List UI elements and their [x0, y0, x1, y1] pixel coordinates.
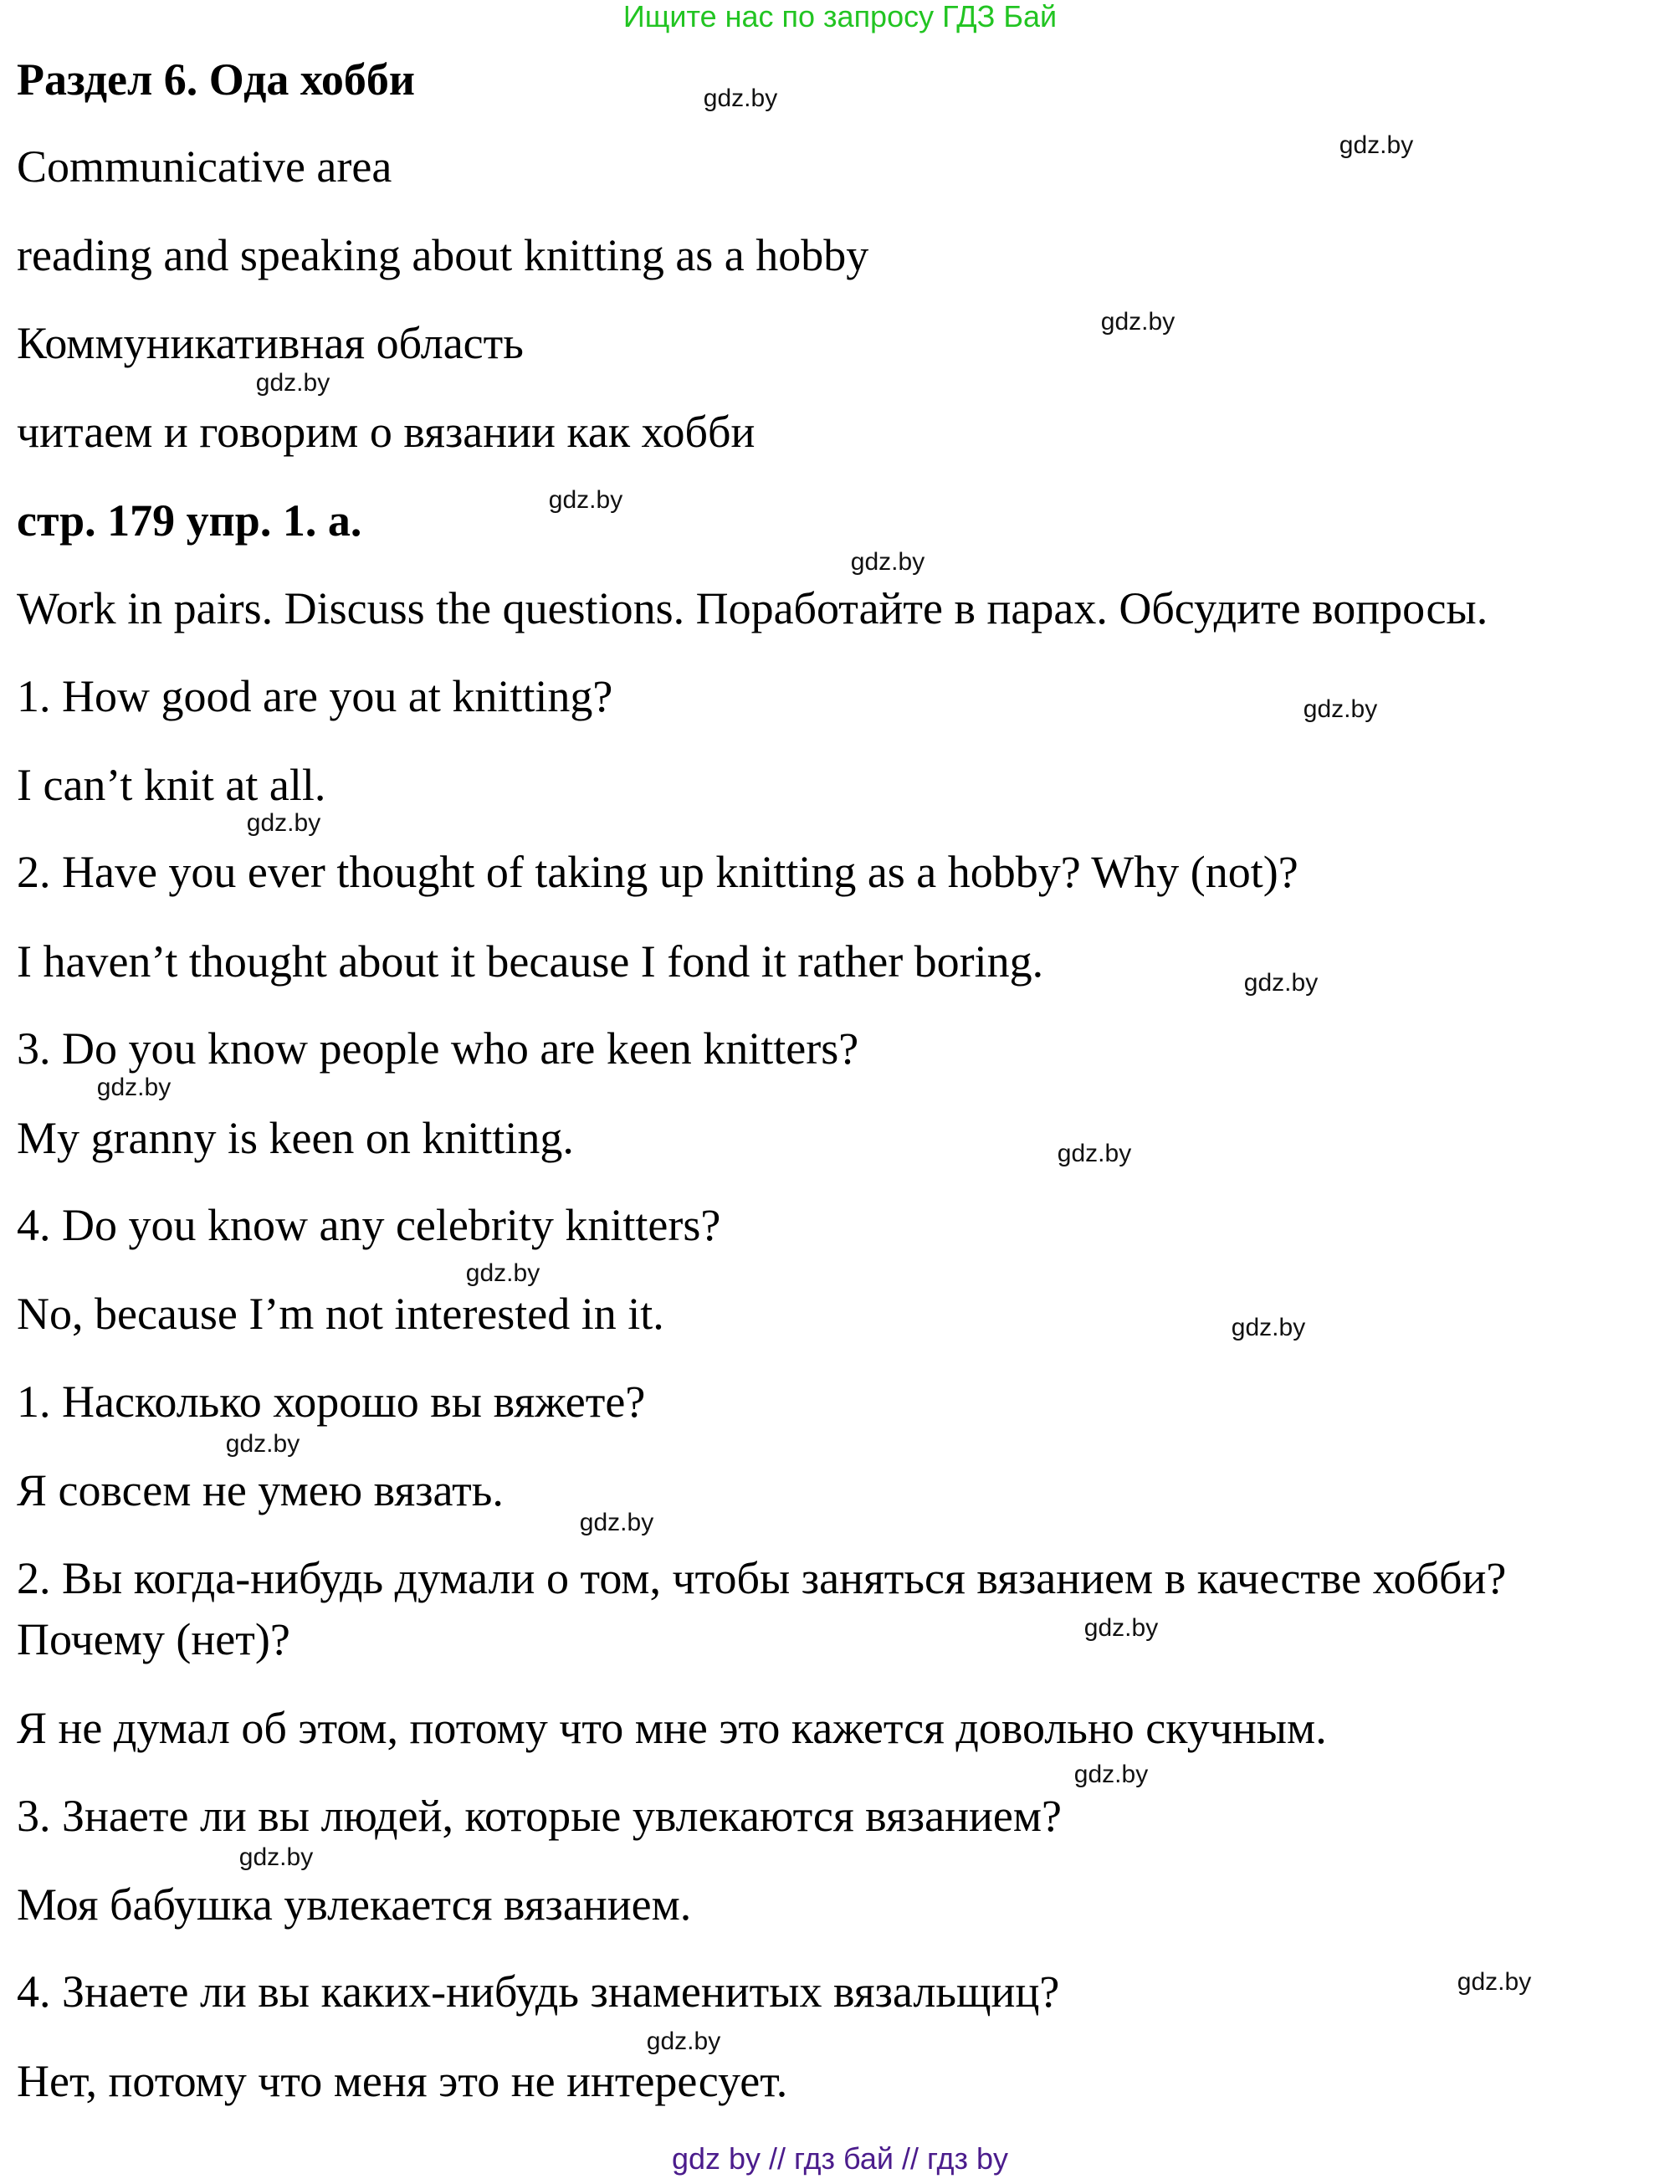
watermark: gdz.by — [465, 1259, 540, 1287]
watermark: gdz.by — [1100, 308, 1175, 336]
text-line: Коммуникативная область — [17, 318, 524, 368]
text-line: Я не думал об этом, потому что мне это кажется довольно скучным. — [17, 1703, 1327, 1753]
text-line: 4. Знаете ли вы каких-нибудь знаменитых вязальщиц? — [17, 1966, 1060, 2017]
section-title: Раздел 6. Ода хобби — [17, 54, 415, 105]
watermark: gdz.by — [1243, 969, 1319, 997]
watermark: gdz.by — [238, 1843, 314, 1871]
watermark: gdz.by — [225, 1430, 300, 1458]
watermark: gdz.by — [548, 486, 623, 514]
text-line: 3. Do you know people who are keen knitters? — [17, 1023, 859, 1074]
text-line: 3. Знаете ли вы людей, которые увлекаются вязанием? — [17, 1791, 1062, 1841]
watermark: gdz.by — [246, 809, 321, 837]
watermark: gdz.by — [1057, 1140, 1132, 1167]
watermark: gdz.by — [255, 369, 330, 397]
text-line: Я совсем не умею вязать. — [17, 1465, 504, 1515]
watermark: gdz.by — [1303, 695, 1378, 723]
text-line: 2. Have you ever thought of taking up knitting as a hobby? Why (not)? — [17, 847, 1298, 897]
text-line: читаем и говорим о вязании как хобби — [17, 407, 755, 457]
text-line: No, because I’m not interested in it. — [17, 1289, 664, 1339]
watermark: gdz.by — [1083, 1614, 1159, 1642]
text-line: 1. How good are you at knitting? — [17, 671, 613, 721]
watermark: gdz.by — [579, 1509, 654, 1536]
text-line: 2. Вы когда-нибудь думали о том, чтобы заняться вязанием в качестве хобби? — [17, 1553, 1507, 1603]
watermark: gdz.by — [1457, 1968, 1532, 1996]
watermark: gdz.by — [646, 2028, 721, 2055]
text-line: Нет, потому что меня это не интересует. — [17, 2056, 788, 2106]
watermark: gdz.by — [703, 85, 778, 112]
exercise-heading: стр. 179 упр. 1. а. — [17, 495, 362, 546]
watermark: gdz.by — [850, 548, 925, 576]
text-line: Почему (нет)? — [17, 1614, 290, 1664]
text-line: My granny is keen on knitting. — [17, 1113, 574, 1163]
watermark: gdz.by — [96, 1074, 172, 1101]
text-line: I haven’t thought about it because I fond it rather boring. — [17, 936, 1044, 987]
text-line: reading and speaking about knitting as a hobby — [17, 230, 869, 280]
watermark: gdz.by — [1339, 131, 1414, 159]
text-line: Communicative area — [17, 141, 392, 192]
text-line: 1. Насколько хорошо вы вяжете? — [17, 1377, 646, 1427]
watermark: gdz.by — [1231, 1314, 1306, 1341]
text-line: 4. Do you know any celebrity knitters? — [17, 1200, 721, 1250]
text-line: Work in pairs. Discuss the questions. Поработайте в парах. Обсудите вопросы. — [17, 583, 1488, 633]
text-line: Моя бабушка увлекается вязанием. — [17, 1879, 692, 1930]
text-line: I can’t knit at all. — [17, 760, 326, 810]
footer-links: gdz by // гдз бай // гдз by — [671, 2141, 1009, 2176]
watermark: gdz.by — [1073, 1761, 1149, 1788]
search-banner: Ищите нас по запросу ГДЗ Бай — [622, 0, 1058, 33]
